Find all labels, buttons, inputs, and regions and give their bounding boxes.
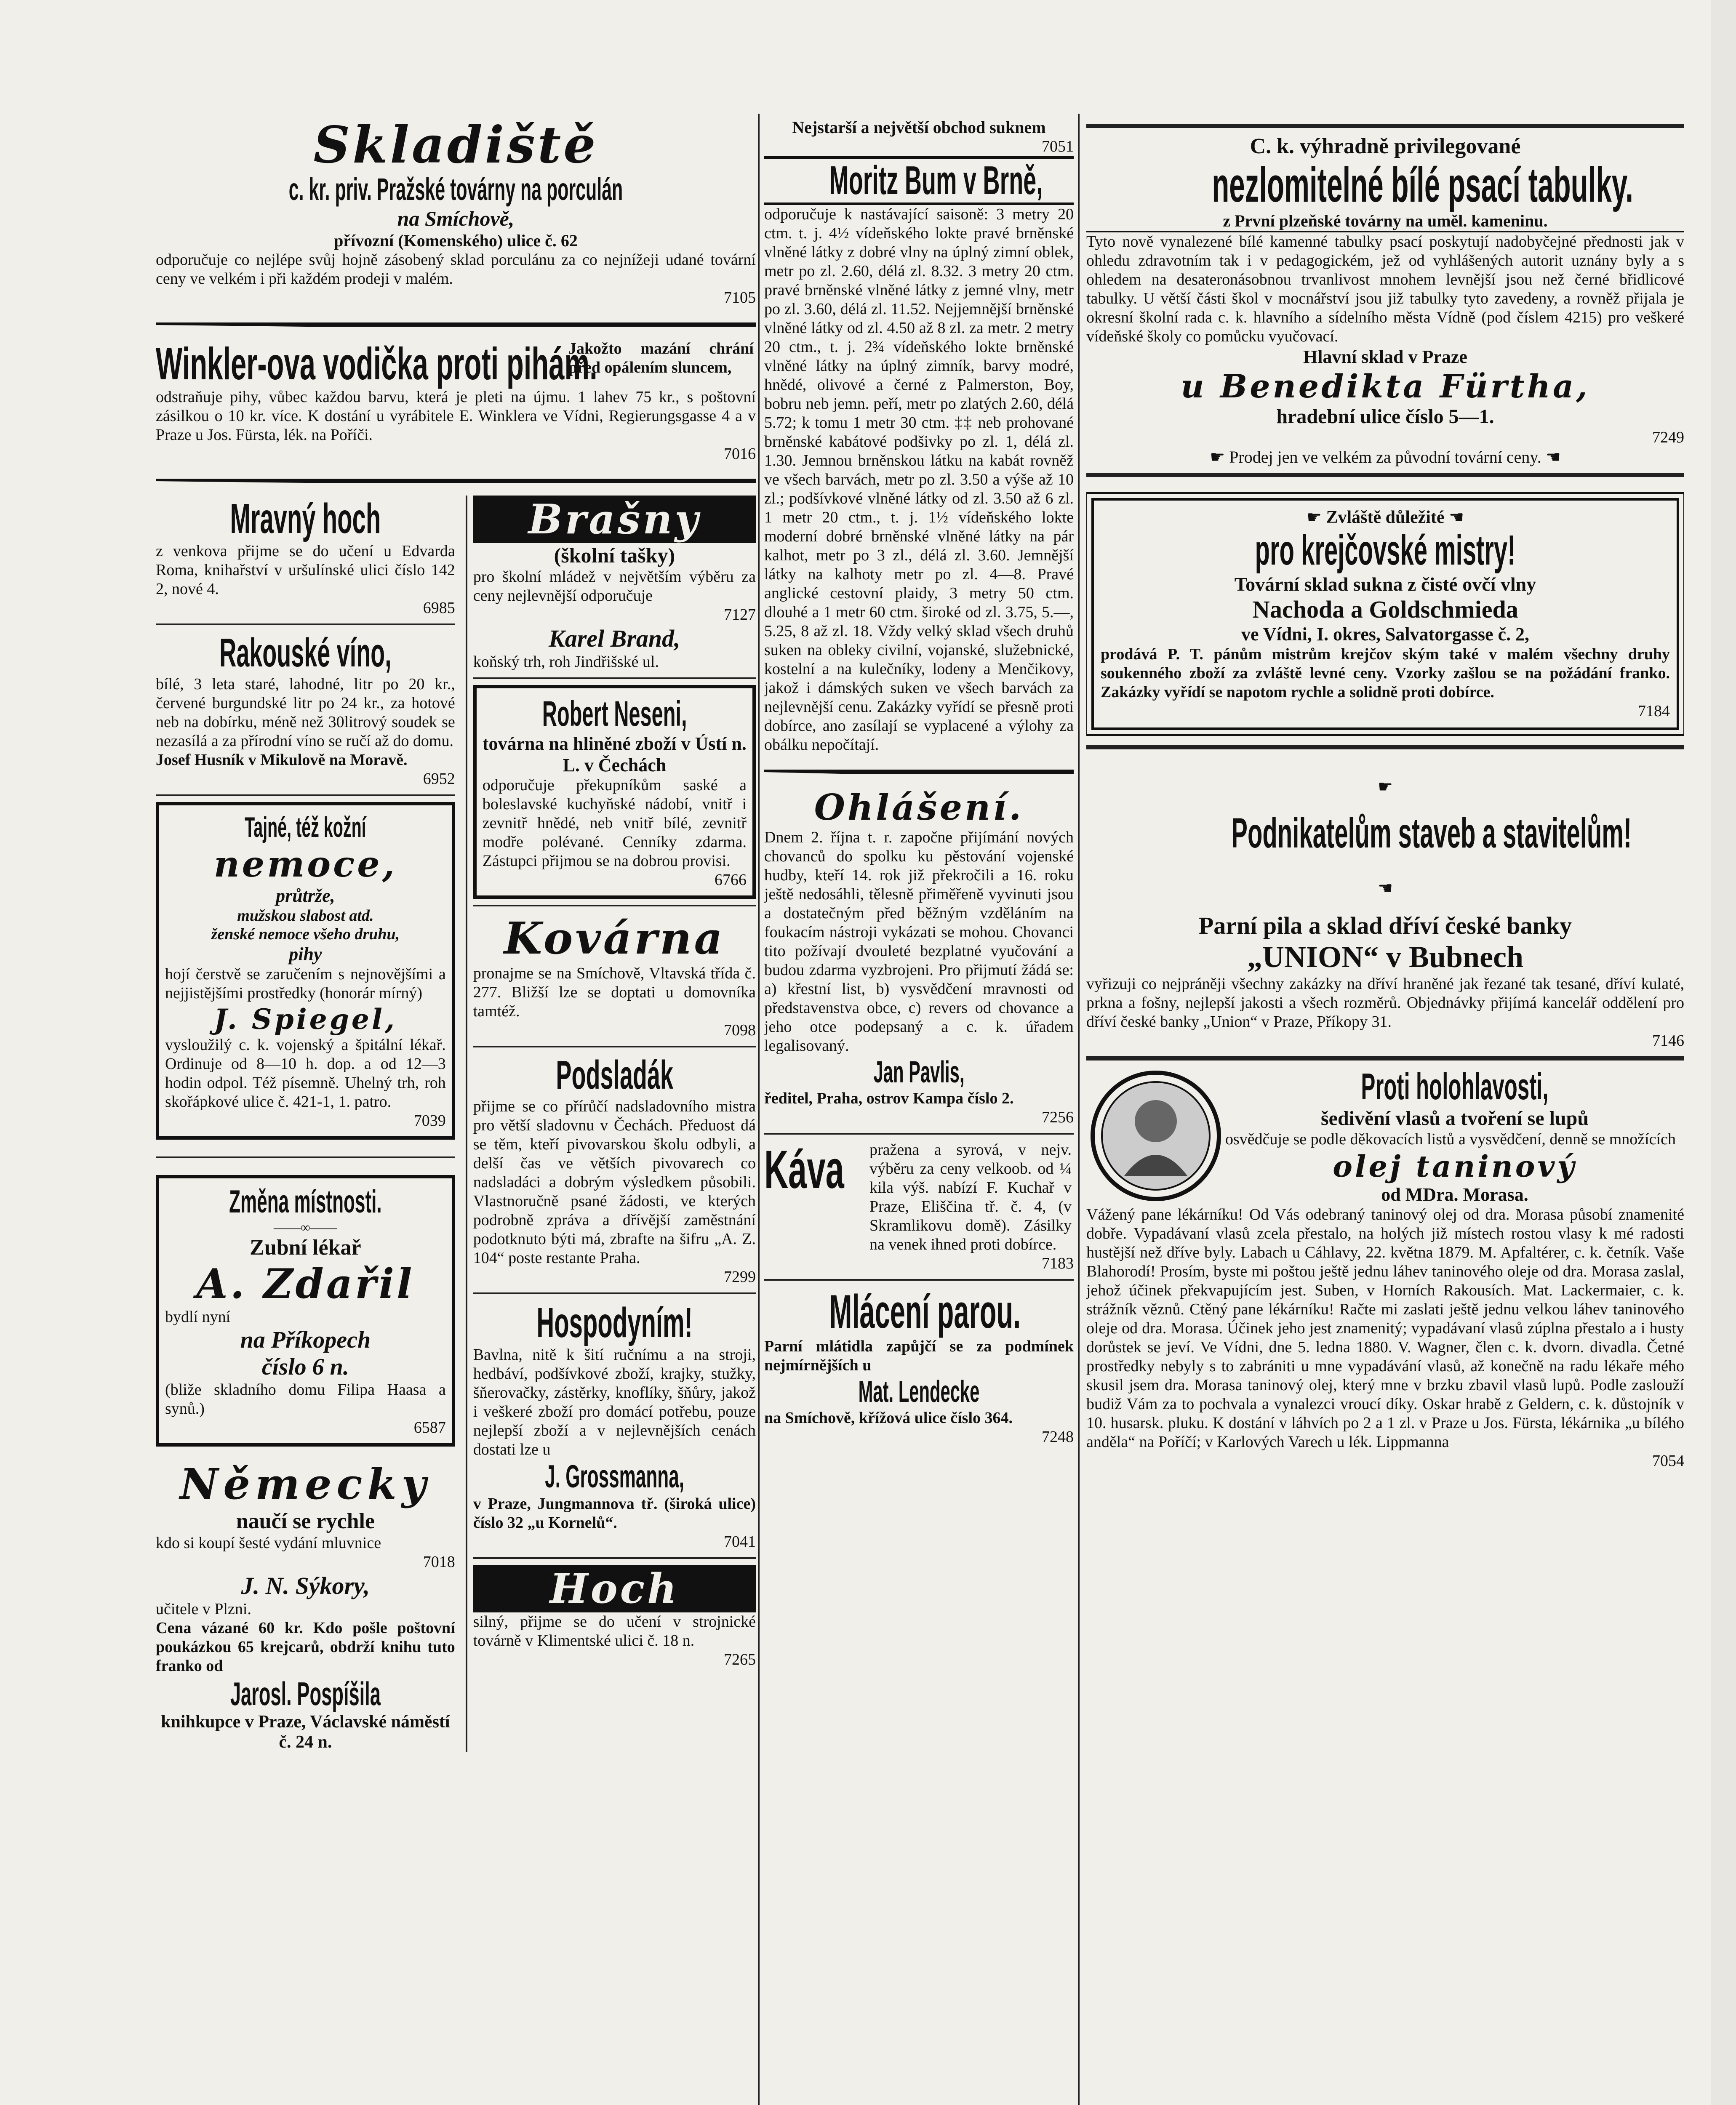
- ad-subtitle: c. kr. priv. Pražské továrny na porculán: [288, 172, 623, 207]
- ad-head: C. k. výhradně privilegované: [1250, 134, 1521, 158]
- ad-text: Dnem 2. října t. r. započne přijímání nových chovanců do spolku ku pěstování vojenské hudby, kteří 14. rok již překročili a 16. roku ještě nedosáhli, tělesně přiměřeně vyvinuti jsou a dostatečným před běžným vzděláním na foukacím nástroji vykázati se mohou. Chovanci tito požívají dvouleté bezplatné vyučování a budou zdarma vyzbrojeni. Pro přijmutí žádá se: a) křestní list, b) vysvědčení mravnosti od představenstva obce, c) revers od chovance a jeho otce podepsaný a c. k. úřadem legalisovaný.: [764, 829, 1074, 1055]
- ad-union: [1086, 755, 1684, 1050]
- ad-side-text: pražena a syrová, v nejv. výběru za ceny velkoob. od ¼ kila výš. nabízí F. Kuchař v Praze, Eliščina tř. č. 4, (v Skramlikovu domě). Zásilky na venek ihned proti dobírce.: [869, 1141, 1072, 1253]
- ad-krejci: [1091, 498, 1679, 730]
- ad-sklad: Hlavní sklad v Praze: [1303, 346, 1467, 367]
- ad-address: na Smíchově, křížová ulice číslo 364.: [764, 1409, 1013, 1427]
- ad-title: Podnikatelům staveb a stavitelům!: [1231, 810, 1632, 857]
- divider: [156, 1156, 455, 1158]
- ad-name: „UNION“ v Bubnech: [1247, 940, 1524, 974]
- divider: [764, 1279, 1074, 1281]
- ad-title: Ohlášení.: [814, 786, 1024, 828]
- ad-title: pro krejčovské mistry!: [1255, 527, 1516, 574]
- ad-text: silný, přijme se do učení v strojnické továrně v Klimentské ulici č. 18 n.: [473, 1613, 756, 1649]
- ad-line: číslo 6 n.: [261, 1354, 349, 1380]
- ad-seller: Jarosl. Pospíšila: [230, 1675, 381, 1712]
- ad-ohlaseni: [764, 786, 1074, 1127]
- ad-number: 7265: [724, 1651, 756, 1668]
- ad-number: 7054: [1652, 1452, 1684, 1470]
- ad-heading-1: Tajné, též kožní: [245, 811, 366, 843]
- ad-head: Nejstarší a největší obchod suknem: [792, 118, 1046, 137]
- ad-text: kdo si koupí šesté vydání mluvnice: [156, 1534, 381, 1552]
- ad-number: 7051: [1042, 138, 1074, 155]
- ad-moritz-bum: [764, 118, 1074, 754]
- ad-number: 7018: [423, 1553, 455, 1571]
- ad-subtitle: naučí se rychle: [236, 1509, 375, 1533]
- ad-line: bydlí nyní: [165, 1308, 231, 1326]
- ad-text: Bavlna, nitě k šití ručnímu a na stroji, hedbáví, podšívkové zboží, krajky, stužky, šňerovačky, zástěrky, knoflíky, šňůry, jakož i veškeré zboží pro domácí potřebu, pouze nejlepší zboží a v nejlevnějších cenách dostati lze u: [473, 1346, 756, 1458]
- ad-subtitle: z První plzeňské továrny na uměl. kameninu.: [1086, 211, 1684, 232]
- ad-footer: Prodej jen ve velkém za původní tovární ceny.: [1229, 448, 1541, 466]
- ad-role: učitele v Plzni.: [156, 1600, 251, 1618]
- ad-title: Změna místnosti.: [229, 1184, 382, 1220]
- ad-number: 7249: [1652, 429, 1684, 446]
- ad-number: 7248: [1042, 1428, 1074, 1446]
- ornament: ——∞——: [273, 1220, 337, 1235]
- pointing-hand-icon: ☛: [1307, 508, 1322, 527]
- ad-number: 7183: [1042, 1255, 1074, 1272]
- ad-title: Mlácení parou.: [829, 1287, 1021, 1338]
- ad-number: 6766: [715, 871, 747, 889]
- ad-author: J. N. Sýkory,: [241, 1572, 370, 1599]
- ad-hospodynim: [473, 1300, 756, 1551]
- ad-name: A. Zdařil: [196, 1260, 415, 1308]
- ad-number: 6952: [423, 770, 455, 788]
- ad-line: osvědčuje se podle děkovacích listů a vysvědčení, denně se množících: [1225, 1130, 1676, 1148]
- ad-name: Jan Pavlis,: [873, 1055, 965, 1089]
- divider: [156, 624, 455, 625]
- ad-text: vysloužilý c. k. vojenský a špitální lékař. Ordinuje od 8—10 h. dop. a od 12—3 hodin odpol. Též písemně. Uhelný trh, roh skořápkové ulice č. 421-1, 1. patro.: [165, 1036, 446, 1111]
- ad-morasa: [1086, 1066, 1684, 1471]
- ad-title: Káva: [764, 1140, 844, 1200]
- ad-street: přívozní (Komenského) ulice č. 62: [334, 231, 578, 250]
- column-1: [156, 118, 756, 1752]
- ad-podsladak: [473, 1053, 756, 1287]
- pointing-hand-icon: ☛: [1378, 777, 1393, 796]
- ad-text: pronajme se na Smíchově, Vltavská třída č. 277. Bližší lze se doptati u domovníka tamtéž.: [473, 965, 756, 1020]
- ad-sign: Josef Husník v Mikulově na Moravě.: [156, 751, 408, 769]
- ad-text: vyřizuji co nejpráněji všechny zakázky na dříví hraněné jak řezané tak tesané, dříví kulaté, prkna a fošny, nejlepší jakosti a všech rozměrů. Objednávky přijímá kancelář oddělení pro dříví české banky „Union“ v Praze, Příkopy 31.: [1086, 975, 1684, 1031]
- ad-title: Proti holohlavosti,: [1361, 1066, 1549, 1107]
- divider: [764, 762, 1074, 779]
- ad-name: Nachoda a Goldschmieda: [1252, 596, 1518, 623]
- ad-text: Parní mlátidla zapůjčí se za podmínek nejmírnějších u: [764, 1338, 1074, 1374]
- pointing-hand-icon: ☚: [1449, 508, 1464, 527]
- ad-tabulky: [1086, 118, 1684, 483]
- ad-name: J. Spiegel,: [213, 1003, 397, 1036]
- divider: [473, 905, 756, 906]
- ad-text: Tyto nově vynalezené bílé kamenné tabulky psací poskytují nadobyčejné přednosti jak v ohledu zdravotním tak i v pedagogickém, jež od vyhlášených autorit uznány byly a s ohledem na desateronásobnou trvanlivost mnohem levnější jsou než černé břidlicové tabulky. U větší části škol v mocnářství jsou již tabulky tyto zavedeny, a rovněž přijala je okresní školní rada c. k. hlavního a sídelního města Vídně (pod číslem 4215) pro veškeré vídeňské školy co pomůcku vyučovací.: [1086, 233, 1684, 345]
- ad-number: 6587: [413, 1419, 446, 1436]
- divider: [1086, 1056, 1684, 1060]
- ad-text: pro školní mládež v největším výběru za ceny nejlevnější odporučuje: [473, 568, 756, 605]
- ad-number: 7041: [724, 1533, 756, 1551]
- ad-heading-6: pihy: [289, 944, 322, 965]
- divider: [156, 471, 756, 488]
- divider: [1086, 124, 1684, 128]
- ad-mravny-hoch: [156, 496, 455, 618]
- ad-product: olej taninový: [1333, 1149, 1577, 1184]
- ad-number: 7184: [1638, 702, 1670, 720]
- ad-title: Mravný hoch: [230, 496, 381, 542]
- ad-winkler: [156, 339, 756, 464]
- ad-role: Zubní lékař: [250, 1236, 361, 1260]
- ad-title: Kovárna: [504, 912, 725, 964]
- ad-spiegel: [156, 802, 455, 1140]
- ad-address: hradební ulice číslo 5—1.: [1276, 405, 1494, 428]
- pointing-hand-icon: ☚: [1378, 879, 1393, 898]
- ad-line: od MDra. Morasa.: [1381, 1184, 1528, 1205]
- divider: [473, 677, 756, 679]
- ad-number: 7098: [724, 1021, 756, 1039]
- column-rule: [1078, 114, 1080, 2105]
- ad-address: v Praze, Jungmannova tř. (široká ulice) číslo 32 „u Kornelů“.: [473, 1495, 756, 1532]
- ad-title: Winkler-ova vodička proti pihám.: [156, 339, 597, 389]
- ad-heading-4: mužskou slabost atd.: [237, 907, 374, 925]
- divider: [1086, 745, 1684, 749]
- ad-role: ředitel, Praha, ostrov Kampa číslo 2.: [764, 1090, 1014, 1107]
- ad-text: přijme se co přírůčí nadsladovního mistra pro větší sladovnu v Čechách. Předuost dá se těm, kteří pivovarskou školu odbyli, a delší čas ve větších pivovarech co nadsladáci a dobrým výsledkem působili. Vlastnoručně psané žádosti, ve kterých podrobně zpráva a dřívější zaměstnání podotknuto býti má, zbrafte na šifru „A. Z. 104“ poste restante Praha.: [473, 1098, 756, 1267]
- ad-subtitle: Parní pila a sklad dříví české banky: [1198, 912, 1572, 939]
- ad-text: z venkova přijme se do učení u Edvarda Roma, knihařství v uršulínské ulici číslo 142 2, nové 4.: [156, 542, 455, 598]
- ad-number: 7127: [724, 606, 756, 624]
- ad-number: 7039: [413, 1112, 446, 1130]
- pointing-hand-icon: ☚: [1545, 448, 1561, 466]
- ad-place: na Smíchově,: [397, 207, 515, 230]
- column-rule: [758, 114, 760, 2105]
- ad-kava: [764, 1140, 1074, 1273]
- ad-text: prodává P. T. pánům mistrům krejčov ským také v malém všechny druhy soukenného zboží za zvláště levné ceny. Vzorky zašlou se na požádání franko. Zakázky vyřídí se napotom rychle a solidně proti dobírce.: [1101, 645, 1670, 701]
- ad-address: ve Vídni, I. okres, Salvatorgasse č. 2,: [1241, 624, 1530, 645]
- ad-line: na Příkopech: [240, 1327, 371, 1353]
- divider: [473, 1557, 756, 1559]
- ad-brasny: [473, 496, 756, 671]
- ad-hoch: [473, 1565, 756, 1669]
- ad-name: Karel Brand,: [549, 625, 680, 652]
- column-3: [764, 118, 1074, 1447]
- ad-line: (bliže skladního domu Filipa Haasa a synů.): [165, 1381, 446, 1418]
- ad-number: 7016: [724, 445, 756, 463]
- column-2: [466, 496, 756, 1752]
- ad-mlaceni: [764, 1287, 1074, 1447]
- ad-skladiste: [156, 118, 756, 307]
- ad-zmena-mistnosti: [156, 1175, 455, 1447]
- ad-title: Robert Neseni,: [542, 694, 687, 733]
- ad-heading-5: ženské nemoce všeho druhu,: [211, 925, 400, 943]
- ad-name: J. Grossmanna,: [545, 1459, 684, 1495]
- ad-neseni: [473, 685, 756, 899]
- ad-subtitle: šedivění vlasů a tvoření se lupů: [1320, 1107, 1589, 1130]
- ad-line: Tovární sklad sukna z čisté ovčí vlny: [1234, 573, 1536, 595]
- ad-title: Brašny: [473, 496, 756, 543]
- ad-name: u Benedikta Fürtha,: [1181, 368, 1590, 405]
- ad-title: Rakouské víno,: [219, 631, 392, 675]
- divider: [764, 1133, 1074, 1135]
- ad-side-text: Jakožto mazání chrání před opálením sluncem,: [568, 340, 754, 376]
- column-4: [1086, 118, 1684, 1471]
- divider: [156, 794, 455, 796]
- ad-seller-address: knihkupce v Praze, Václavské náměstí č. 24 n.: [161, 1712, 450, 1752]
- ad-name: Mat. Lendecke: [858, 1375, 980, 1409]
- ad-title: Podsladák: [556, 1053, 673, 1098]
- divider: [473, 1292, 756, 1294]
- ad-number: 7299: [724, 1268, 756, 1286]
- ad-subtitle: (školní tašky): [554, 544, 675, 567]
- ad-title: Skladiště: [313, 118, 598, 175]
- page-edge: [1711, 0, 1736, 2105]
- ad-line: továrna na hliněné zboží v Ústí n. L. v Čechách: [482, 733, 747, 775]
- ad-text: odporučuje k nastávající saisoně: 3 metry 20 ctm. t. j. 4½ vídeňského lokte pravé brněnské vlněné látky z dobré vlny na úplný zimní oblek, metr po zl. 2.60, délá zl. 8.32. 3 metry 20 ctm. pravé brněnské vlněné látky z jemné vlny, metr po zl. 3.60, délá zl. 11.52. Nejjemnější brněnské vlněné látky od zl. 4.50 až 8 zl. za metr. 2 metry 20 ctm., t. j. 2¾ vídeňského lokte brněnské vlněné látky na úplný zimník, barvy modré, hnědé, olivové a černé z Palmerston, Boy, bobru neb jemn. peří, metr po zlatých 2.60, délá 5.72; k tomu 1 metr 30 ctm. ‡‡ neb prohované brněnské kabátové podšivky po zl. 1, délá zl. 1.30. Jemnou brněnskou látku na kabát rovněž ve všech barvách, metr po zl. 3.50 a výše až 10 zl.; podšívkové vlněné látky od zl. 3.50 až 6 zl. 1 metr 20 ctm., t. j. 1½ vídeňského lokte moderní dobré brněnské vlněné látky na pár kalhot, metr po 3 zl., délá zl. 3.60. Jemnější látky na kalhoty metr po zl. 4—8. Pravé anglické cestovní plaidy, 3 metry 50 ctm. dlouhé a 1 metr 60 ctm. široké od zl. 3.75, 5.—, 5.25, 8 až zl. 18. Vždy velký sklad všech druhů suken na obleky civilní, vojanské, služebnické, kostelní a na kulečníky, lodeny a Menčikovy, jakož i dámských suken ve všech barvách za nejlevnější cenu. Zakázky vyřídí se přesně proti dobírce, ano zasílají se vyplacené a výlohy za obálku nepočítají.: [764, 205, 1074, 754]
- divider: [1086, 473, 1684, 477]
- ad-text: odporučuje co nejlépe svůj hojně zásobený sklad porculánu za co nejnížeji udané tovární ceny ve velkém i při každém prodeji v malém.: [156, 251, 756, 288]
- ad-number: 7105: [724, 289, 756, 306]
- ad-text: Vážený pane lékárníku! Od Vás odebraný taninový olej od dra. Morasa působí znamenité dobře. Vypadávaní vlasů zcela přestalo, na holých již místech rostou vlasy k mé radosti hustější než dříve byly. Labach u Cáhlavy, 22. května 1879. M. Apfaltérer, c. k. četník. Vaše Blahorodí! Prosím, byste mi poštou ještě jednu láhev taninového oleje od dra. Morasa zaslal, jehož účinek překvapujícím jest. Suben, v Horních Rakousích. Mat. Lackermaier, c. k. strážník věznů. Ctěný pane lékárníku! Račte mi zaslati ještě jednu velkou láhev taninového oleje od dra. Morasa. Účinek jeho jest znamenitý; vypadávaní vlasů zúplna přestalo a i husty dorůstek se jeví. Ve Vídni, dne 5. ledna 1880. V. Wagner, člen c. k. dvorn. divadla. Četné prostředky nebyly s to zabrániti u mne vypadávání vlasů, až konečně na radu lékaře mého skusil jsem dra. Morasa taninový olej, který mne v brzku zbavil vlasů lupů. Podle zaslouží budiž Vám za to pochvala a vynalezci vroucí díky. Oskar hrabě z Geldern, c. k. důstojník v 10. husarsk. pluku. K dostání v láhvích po 2 a 1 zl. v Praze u Jos. Fürsta, lékárnika „u bílého anděla“ na Poříčí; v Karlových Varech u lék. Lippmanna: [1086, 1206, 1684, 1451]
- ad-text: bílé, 3 leta staré, lahodné, litr po 20 kr., červené burgundské litr po 24 kr., za hotové neb na dobírku, méně než 30litrový soudek se nezasílá a za přírodní víno se ručí až do domu.: [156, 675, 455, 750]
- ad-heading-3: průtrže,: [276, 885, 335, 906]
- ad-nemecky: [156, 1459, 455, 1752]
- ad-number: 7256: [1042, 1108, 1074, 1126]
- portrait-medallion: [1086, 1066, 1225, 1205]
- ad-title: nezlomitelné bílé psací tabulky.: [1212, 157, 1633, 212]
- ad-text: hojí čerstvě se zaručením s nejnovějšími a nejjistějšími prostředky (honorár mírný): [165, 965, 446, 1002]
- ad-title: Hospodyním!: [536, 1300, 693, 1346]
- divider: [156, 315, 756, 332]
- ad-title: Hoch: [473, 1565, 756, 1612]
- ad-address: koňský trh, roh Jindřišské ul.: [473, 653, 659, 671]
- divider: [473, 1046, 756, 1047]
- ad-title: Moritz Bum v Brně,: [829, 158, 1043, 203]
- ad-text: odstraňuje pihy, vůbec každou barvu, která je pleti na újmu. 1 lahev 75 kr., s poštovní zásilkou o 10 kr. více. K dostání u vyrábitele E. Winklera ve Vídni, Regierungsgasse 4 a v Praze u Jos. Fürsta, lék. na Poříči.: [156, 388, 756, 444]
- ad-heading-2: nemoce,: [213, 843, 397, 885]
- ad-title: Německy: [180, 1459, 431, 1509]
- ad-pre: Zvláště důležité: [1326, 508, 1445, 527]
- pointing-hand-icon: ☛: [1210, 448, 1225, 466]
- ad-text: odporučuje překupníkům saské a boleslavské kuchyňské nádobí, vnitř i zevnitř hnědé, neb vnitř bílé, zevnitř modře polévané. Cenníky zdarma. Zástupci přijmou se na dobrou provisi.: [482, 776, 747, 870]
- ad-kovarna: [473, 912, 756, 1040]
- ad-number: 7146: [1652, 1032, 1684, 1050]
- ad-vino: [156, 631, 455, 789]
- ad-number: 6985: [423, 599, 455, 617]
- ad-text: Cena vázané 60 kr. Kdo pošle poštovní poukázkou 65 krejcarů, obdrží knihu tuto franko od: [156, 1619, 455, 1675]
